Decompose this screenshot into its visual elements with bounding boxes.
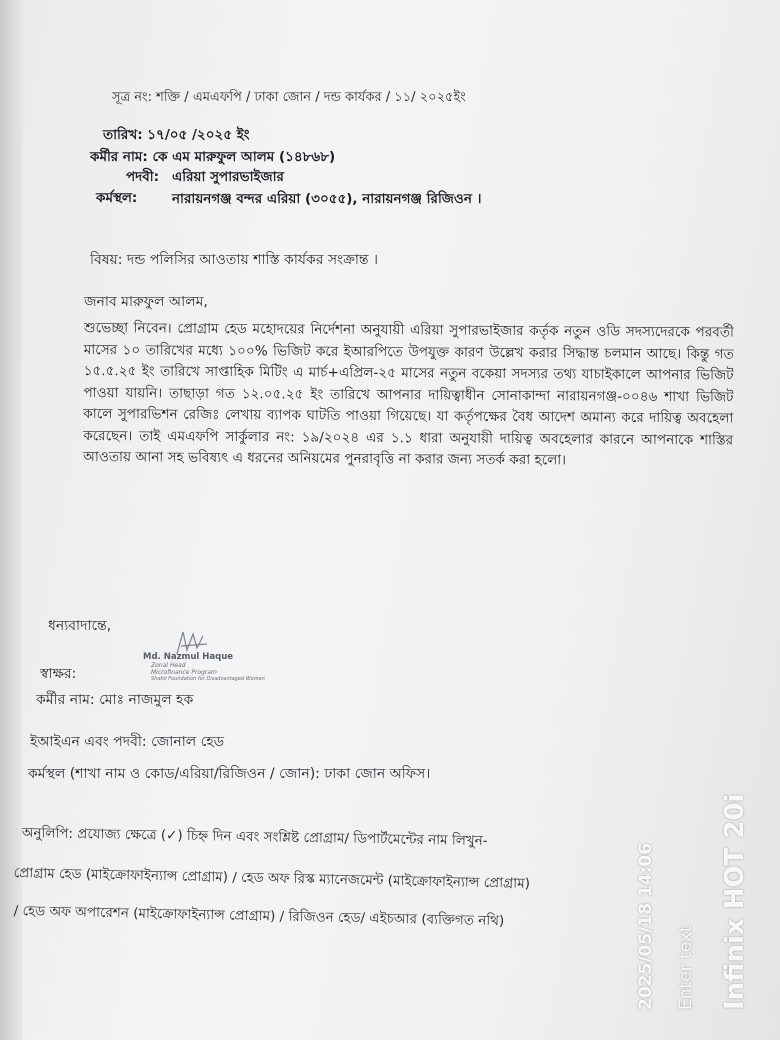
employee-name: কর্মীর নাম: কে এম মারুফুল আলম (১৪৮৬৮) (90, 149, 336, 165)
designation-label: পদবী: (126, 169, 160, 185)
memo-reference: সূত্র নং: শক্তি / এমএফপি / ঢাকা জোন / দন্ড কার্যকর / ১১/ ২০২৫ইং (112, 90, 466, 105)
camera-mode-watermark: Enter text (676, 925, 696, 1010)
workplace-label: কর্মস্থল: (96, 190, 138, 206)
signature-stamp (143, 630, 265, 690)
stamp-program: Microfinance Program (151, 669, 217, 676)
salutation: জনাব মারুফুল আলম, (84, 294, 208, 310)
signer-workplace: কর্মস্থল (শাখা নাম ও কোড/এরিয়া/রিজিওন / জোন): ঢাকা জোন অফিস। (28, 766, 431, 782)
camera-timestamp-watermark: 2025/05/18 14:06 (636, 842, 656, 1010)
cc-line-2: প্রোগ্রাম হেড (মাইক্রোফাইন্যান্স প্রোগ্রাম) / হেড অফ রিস্ক ম্যানেজমেন্ট (মাইক্রোফাইন্যান্স প্রোগ্রাম) (13, 864, 531, 892)
memo-date: তারিখ: ১৭/০৫ /২০২৫ ইং (103, 127, 250, 143)
memo-subject: বিষয়: দন্ড পলিসির আওতায় শাস্তি কার্যকর সংক্রান্ত । (90, 252, 379, 268)
signer-designation: ইআইএন এবং পদবী: জোনাল হেড (30, 734, 224, 750)
closing: ধন্যবাদান্তে, (48, 618, 112, 634)
signature-label: স্বাক্ষর: (40, 666, 77, 682)
designation-value: এরিয়া সুপারভাইজার (172, 169, 284, 185)
cc-line-1: অনুলিপি: প্রযোজ্য ক্ষেত্রে (✓) চিহ্ন দিন এবং সংশ্লিষ্ট প্রোগ্রাম/ ডিপার্টমেন্টের নাম লিখুন- (21, 824, 488, 850)
stamp-name: Md. Nazmul Haque (143, 652, 234, 662)
signer-name: কর্মীর নাম: মোঃ নাজমুল হক (36, 692, 194, 708)
memo-body: শুভেচ্ছা নিবেন। প্রোগ্রাম হেড মহোদয়ের নির্দেশনা অনুযায়ী এরিয়া সুপারভাইজার কর্তৃক নতুন ওডি সদস্যদেরকে পরবর্তী মাসের ১০ তারিখের মধ্যে ১০০% ভিজিট করে ইআরপিতে উপযুক্ত কারণ উল্লেখ করার সিদ্ধান্ত চলমান আছে। কিন্তু গত ১৫.৫.২৫ ইং তারিখে সাপ্তাহিক মিটিং এ মার্চ+এপ্রিল-২৫ মাসের নতুন বকেয়া সদস্যর তথ্য যাচাইকালে আপনার ভিজিট পাওয়া যায়নি। তাছাড়া গত ১২.০৫.২৫ ইং তারিখে আপনার দায়িত্বাধীন সোনাকান্দা নারায়নগঞ্জ-০০৪৬ শাখা ভিজিট কালে সুপারভিশন রেজিঃ লেখায় ব্যাপক ঘাটতি পাওয়া গিয়েছে। যা কর্তৃপক্ষের বৈধ আদেশ অমান্য করে দায়িত্ব অবহেলা করেছেন। তাই এমএফপি সার্কুলার নং: ১৯/২০২৪ এর ১.১ ধারা অনুযায়ী দায়িত্ব অবহেলার কারনে আপনাকে শাস্তির আওতায় আনা সহ ভবিষ্যৎ এ ধরনের অনিয়মের পুনরাবৃত্তি না করার জন্য সতর্ক করা হলো। (82, 319, 734, 469)
stamp-title: Zonal Head (151, 662, 186, 669)
camera-brand-watermark: Infinix HOT 20i (720, 793, 750, 1010)
cc-line-3: / হেড অফ অপারেশন (মাইক্রোফাইন্যান্স প্রোগ্রাম) / রিজিওন হেড/ এইচআর (ব্যক্তিগত নথি) (13, 902, 505, 930)
workplace-value: নারায়নগঞ্জ বন্দর এরিয়া (৩০৫৫), নারায়নগঞ্জ রিজিওন । (172, 191, 482, 207)
stamp-org: Shakti Foundation for Disadvantaged Women (151, 676, 265, 682)
